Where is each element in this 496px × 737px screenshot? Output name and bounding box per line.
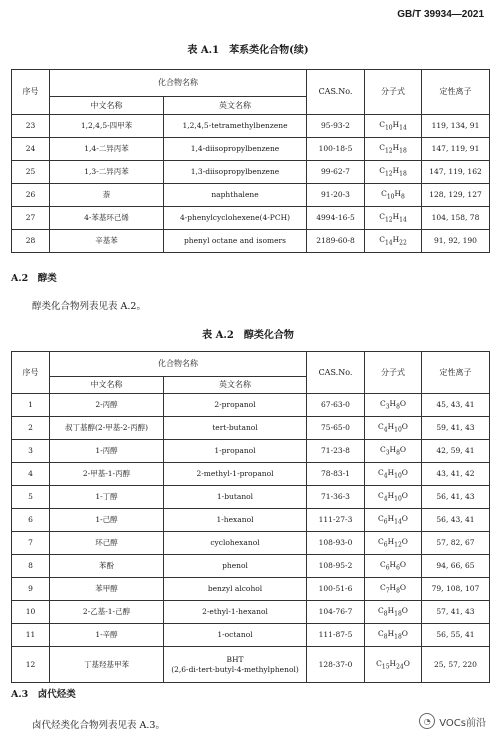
header-seq: 序号 bbox=[12, 70, 50, 115]
table-row bbox=[12, 138, 490, 161]
cell-ions: 42, 59, 41 bbox=[422, 440, 490, 463]
wechat-icon: ◔ bbox=[419, 713, 435, 729]
cell-cn: 萘 bbox=[50, 184, 164, 207]
table-row bbox=[12, 509, 490, 532]
cell-en: 1,2,4,5-tetramethylbenzene bbox=[164, 115, 307, 138]
cell-cn: 1-己醇 bbox=[50, 509, 164, 532]
table-row bbox=[12, 440, 490, 463]
cell-en: 1-hexanol bbox=[164, 509, 307, 532]
cell-formula: $C_6H_6O$ bbox=[365, 555, 422, 578]
cell-ions: 57, 82, 67 bbox=[422, 532, 490, 555]
cell-formula: $C_8H_{18}O$ bbox=[365, 601, 422, 624]
table-row bbox=[12, 417, 490, 440]
section-a2-heading: A.2 醇类 bbox=[11, 273, 57, 284]
header-en: 英文名称 bbox=[164, 377, 307, 394]
cell-formula: $C_6H_{14}O$ bbox=[365, 509, 422, 532]
cell-en: 2-methyl-1-propanol bbox=[164, 463, 307, 486]
cell-en: BHT (2,6-di-tert-butyl-4-methylphenol) bbox=[164, 647, 307, 683]
cell-ions: 94, 66, 65 bbox=[422, 555, 490, 578]
cell-seq: 7 bbox=[12, 532, 50, 555]
cell-seq: 2 bbox=[12, 417, 50, 440]
cell-cas: 100-18-5 bbox=[307, 138, 365, 161]
cell-formula: $C_{12}H_{18}$ bbox=[365, 161, 422, 184]
cell-cas: 128-37-0 bbox=[307, 647, 365, 683]
header-formula: 分子式 bbox=[365, 352, 422, 394]
table-a1-title: 表 A.1 苯系类化合物(续) bbox=[187, 45, 309, 56]
table-a1 bbox=[11, 69, 490, 253]
cell-en: 4-phenylcyclohexene(4-PCH) bbox=[164, 207, 307, 230]
cell-ions: 43, 41, 42 bbox=[422, 463, 490, 486]
cell-cn: 叔丁基醇(2-甲基-2-丙醇) bbox=[50, 417, 164, 440]
cell-formula: $C_{10}H_{14}$ bbox=[365, 115, 422, 138]
cell-ions: 128, 129, 127 bbox=[422, 184, 490, 207]
cell-cas: 108-93-0 bbox=[307, 532, 365, 555]
cell-ions: 91, 92, 190 bbox=[422, 230, 490, 253]
cell-seq: 3 bbox=[12, 440, 50, 463]
cell-en: phenol bbox=[164, 555, 307, 578]
cell-ions: 45, 43, 41 bbox=[422, 394, 490, 417]
cell-formula: $C_{15}H_{24}O$ bbox=[365, 647, 422, 683]
cell-cn: 1,2,4,5-四甲苯 bbox=[50, 115, 164, 138]
cell-ions: 57, 41, 43 bbox=[422, 601, 490, 624]
cell-seq: 1 bbox=[12, 394, 50, 417]
cell-cas: 100-51-6 bbox=[307, 578, 365, 601]
table-row bbox=[12, 463, 490, 486]
cell-cn: 1-辛醇 bbox=[50, 624, 164, 647]
table-a2 bbox=[11, 351, 490, 683]
cell-seq: 5 bbox=[12, 486, 50, 509]
standard-number: GB/T 39934—2021 bbox=[397, 9, 484, 20]
cell-ions: 147, 119, 91 bbox=[422, 138, 490, 161]
table-row bbox=[12, 601, 490, 624]
cell-ions: 25, 57, 220 bbox=[422, 647, 490, 683]
cell-ions: 59, 41, 43 bbox=[422, 417, 490, 440]
section-a3-heading: A.3 卤代烃类 bbox=[11, 689, 76, 700]
header-formula: 分子式 bbox=[365, 70, 422, 115]
cell-en: 2-propanol bbox=[164, 394, 307, 417]
cell-en: 1-butanol bbox=[164, 486, 307, 509]
cell-ions: 104, 158, 78 bbox=[422, 207, 490, 230]
cell-cn: 1-丁醇 bbox=[50, 486, 164, 509]
header-cn: 中文名称 bbox=[50, 97, 164, 115]
cell-formula: $C_4H_{10}O$ bbox=[365, 417, 422, 440]
cell-formula: $C_{10}H_8$ bbox=[365, 184, 422, 207]
cell-ions: 79, 108, 107 bbox=[422, 578, 490, 601]
cell-ions: 56, 55, 41 bbox=[422, 624, 490, 647]
cell-en: 2-ethyl-1-hexanol bbox=[164, 601, 307, 624]
cell-cas: 91-20-3 bbox=[307, 184, 365, 207]
cell-seq: 9 bbox=[12, 578, 50, 601]
cell-seq: 10 bbox=[12, 601, 50, 624]
cell-seq: 28 bbox=[12, 230, 50, 253]
cell-ions: 147, 119, 162 bbox=[422, 161, 490, 184]
cell-formula: $C_3H_8O$ bbox=[365, 440, 422, 463]
header-cas: CAS.No. bbox=[307, 70, 365, 115]
cell-seq: 4 bbox=[12, 463, 50, 486]
section-a3-text: 卤代烃类化合物列表见表 A.3。 bbox=[32, 720, 165, 731]
header-cas: CAS.No. bbox=[307, 352, 365, 394]
cell-formula: $C_6H_{12}O$ bbox=[365, 532, 422, 555]
cell-cas: 111-87-5 bbox=[307, 624, 365, 647]
header-seq: 序号 bbox=[12, 352, 50, 394]
cell-en: benzyl alcohol bbox=[164, 578, 307, 601]
cell-cas: 108-95-2 bbox=[307, 555, 365, 578]
cell-seq: 23 bbox=[12, 115, 50, 138]
cell-seq: 12 bbox=[12, 647, 50, 683]
cell-cn: 1-丙醇 bbox=[50, 440, 164, 463]
table-row bbox=[12, 207, 490, 230]
cell-formula: $C_{12}H_{18}$ bbox=[365, 138, 422, 161]
cell-cn: 1,4-二异丙苯 bbox=[50, 138, 164, 161]
cell-cn: 2-乙基-1-己醇 bbox=[50, 601, 164, 624]
watermark-text: VOCs前沿 bbox=[439, 717, 486, 729]
cell-cas: 4994-16-5 bbox=[307, 207, 365, 230]
table-row bbox=[12, 555, 490, 578]
cell-seq: 25 bbox=[12, 161, 50, 184]
cell-cas: 104-76-7 bbox=[307, 601, 365, 624]
table-a2-title: 表 A.2 醇类化合物 bbox=[202, 330, 294, 341]
cell-ions: 56, 41, 43 bbox=[422, 486, 490, 509]
table-row bbox=[12, 161, 490, 184]
cell-seq: 11 bbox=[12, 624, 50, 647]
header-compound: 化合物名称 bbox=[50, 70, 307, 97]
section-a2-text: 醇类化合物列表见表 A.2。 bbox=[32, 301, 146, 312]
table-row bbox=[12, 578, 490, 601]
header-compound: 化合物名称 bbox=[50, 352, 307, 377]
cell-formula: $C_4H_{10}O$ bbox=[365, 486, 422, 509]
cell-cn: 4-苯基环己烯 bbox=[50, 207, 164, 230]
cell-formula: $C_{14}H_{22}$ bbox=[365, 230, 422, 253]
cell-en: 1-propanol bbox=[164, 440, 307, 463]
table-row bbox=[12, 647, 490, 683]
cell-cn: 丁基羟基甲苯 bbox=[50, 647, 164, 683]
table-row bbox=[12, 115, 490, 138]
cell-en: cyclohexanol bbox=[164, 532, 307, 555]
cell-formula: $C_8H_{18}O$ bbox=[365, 624, 422, 647]
cell-formula: $C_4H_{10}O$ bbox=[365, 463, 422, 486]
cell-en: 1-octanol bbox=[164, 624, 307, 647]
cell-cn: 1,3-二异丙苯 bbox=[50, 161, 164, 184]
cell-seq: 8 bbox=[12, 555, 50, 578]
cell-cas: 99-62-7 bbox=[307, 161, 365, 184]
cell-en: tert-butanol bbox=[164, 417, 307, 440]
cell-formula: $C_3H_8O$ bbox=[365, 394, 422, 417]
cell-formula: $C_{12}H_{14}$ bbox=[365, 207, 422, 230]
cell-cas: 71-36-3 bbox=[307, 486, 365, 509]
table-row bbox=[12, 486, 490, 509]
cell-formula: $C_7H_8O$ bbox=[365, 578, 422, 601]
cell-cn: 苯酚 bbox=[50, 555, 164, 578]
cell-seq: 27 bbox=[12, 207, 50, 230]
table-row bbox=[12, 532, 490, 555]
header-en: 英文名称 bbox=[164, 97, 307, 115]
cell-en: naphthalene bbox=[164, 184, 307, 207]
cell-en: phenyl octane and isomers bbox=[164, 230, 307, 253]
header-cn: 中文名称 bbox=[50, 377, 164, 394]
table-row bbox=[12, 394, 490, 417]
cell-cas: 95-93-2 bbox=[307, 115, 365, 138]
cell-seq: 6 bbox=[12, 509, 50, 532]
cell-cas: 78-83-1 bbox=[307, 463, 365, 486]
cell-seq: 26 bbox=[12, 184, 50, 207]
cell-cn: 2-甲基-1-丙醇 bbox=[50, 463, 164, 486]
table-row bbox=[12, 184, 490, 207]
cell-ions: 119, 134, 91 bbox=[422, 115, 490, 138]
cell-ions: 56, 43, 41 bbox=[422, 509, 490, 532]
cell-cn: 苯甲醇 bbox=[50, 578, 164, 601]
table-row bbox=[12, 230, 490, 253]
cell-cas: 71-23-8 bbox=[307, 440, 365, 463]
cell-cas: 2189-60-8 bbox=[307, 230, 365, 253]
cell-cn: 辛基苯 bbox=[50, 230, 164, 253]
cell-cas: 75-65-0 bbox=[307, 417, 365, 440]
cell-en: 1,4-diisopropylbenzene bbox=[164, 138, 307, 161]
cell-seq: 24 bbox=[12, 138, 50, 161]
cell-cas: 111-27-3 bbox=[307, 509, 365, 532]
watermark bbox=[419, 713, 486, 729]
cell-cn: 2-丙醇 bbox=[50, 394, 164, 417]
header-ions: 定性离子 bbox=[422, 70, 490, 115]
table-row bbox=[12, 624, 490, 647]
header-ions: 定性离子 bbox=[422, 352, 490, 394]
cell-en: 1,3-diisopropylbenzene bbox=[164, 161, 307, 184]
cell-cas: 67-63-0 bbox=[307, 394, 365, 417]
cell-cn: 环己醇 bbox=[50, 532, 164, 555]
